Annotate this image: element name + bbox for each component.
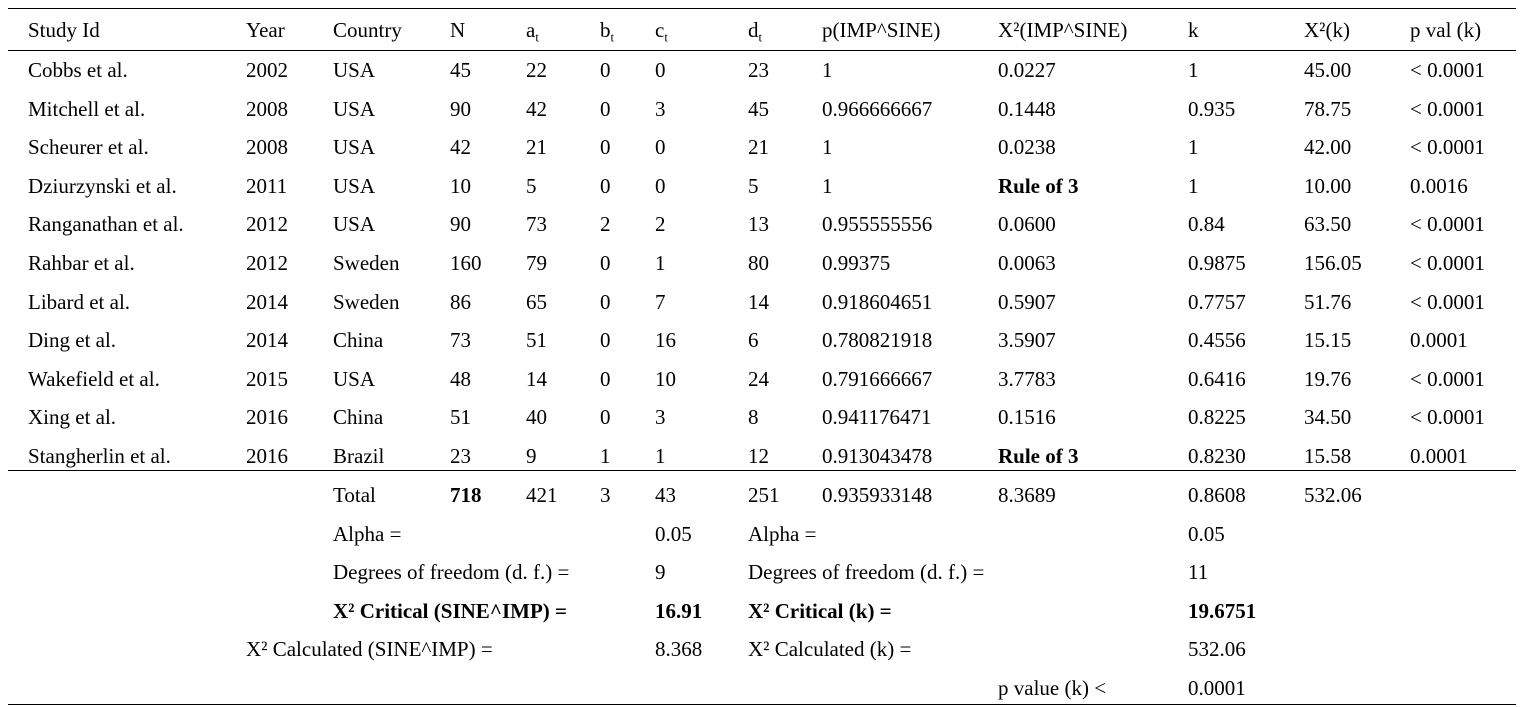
cell-year: 2015 — [246, 367, 288, 391]
header-a-subscript: t — [535, 30, 539, 45]
cell-pval-k: 0.0016 — [1410, 174, 1468, 198]
cell-x2-imp-sine: 0.1516 — [998, 405, 1056, 429]
cell-country: USA — [333, 58, 376, 82]
cell-pval-k: < 0.0001 — [1410, 251, 1485, 275]
cell-pval-k: < 0.0001 — [1410, 58, 1485, 82]
cell-k: 1 — [1188, 174, 1199, 198]
header-c-subscript: t — [664, 30, 668, 45]
cell-study-id: Cobbs et al. — [28, 58, 128, 82]
cell-study-id: Stangherlin et al. — [28, 444, 171, 468]
cell-x2-imp-sine: 0.0600 — [998, 212, 1056, 236]
cell-b: 1 — [600, 444, 611, 468]
total-x2-k: 532.06 — [1304, 483, 1362, 507]
cell-n: 10 — [450, 174, 471, 198]
cell-c: 0 — [655, 58, 666, 82]
cell-year: 2016 — [246, 405, 288, 429]
cell-b: 0 — [600, 135, 611, 159]
cell-a: 21 — [526, 135, 547, 159]
cell-n: 160 — [450, 251, 482, 275]
cell-b: 0 — [600, 58, 611, 82]
cell-pval-k: < 0.0001 — [1410, 97, 1485, 121]
cell-b: 0 — [600, 251, 611, 275]
cell-c: 7 — [655, 290, 666, 314]
cell-pval-k: < 0.0001 — [1410, 290, 1485, 314]
cell-year: 2014 — [246, 328, 288, 352]
total-a: 421 — [526, 483, 558, 507]
cell-pval-k: < 0.0001 — [1410, 405, 1485, 429]
cell-a: 40 — [526, 405, 547, 429]
calculated-value-left: 8.368 — [655, 637, 703, 661]
cell-country: Sweden — [333, 290, 400, 314]
cell-x2-k: 10.00 — [1304, 174, 1352, 198]
header-rule — [8, 50, 1516, 51]
cell-x2-imp-sine: 0.0063 — [998, 251, 1056, 275]
cell-d: 45 — [748, 97, 769, 121]
cell-year: 2016 — [246, 444, 288, 468]
cell-study-id: Dziurzynski et al. — [28, 174, 177, 198]
cell-x2-imp-sine: Rule of 3 — [998, 444, 1079, 468]
cell-x2-imp-sine: 0.0227 — [998, 58, 1056, 82]
header-year: Year — [246, 18, 285, 42]
cell-k: 0.935 — [1188, 97, 1236, 121]
cell-n: 90 — [450, 97, 471, 121]
cell-x2-imp-sine: 3.7783 — [998, 367, 1056, 391]
cell-x2-k: 15.58 — [1304, 444, 1352, 468]
critical-label-left: X² Critical (SINE^IMP) = — [333, 599, 568, 623]
cell-study-id: Wakefield et al. — [28, 367, 160, 391]
cell-x2-k: 51.76 — [1304, 290, 1352, 314]
header-b-label: b — [600, 18, 611, 42]
cell-k: 0.8225 — [1188, 405, 1246, 429]
cell-country: China — [333, 328, 384, 352]
cell-b: 0 — [600, 367, 611, 391]
cell-c: 1 — [655, 251, 666, 275]
cell-study-id: Rahbar et al. — [28, 251, 135, 275]
cell-n: 48 — [450, 367, 471, 391]
cell-c: 3 — [655, 97, 666, 121]
cell-n: 42 — [450, 135, 471, 159]
cell-c: 10 — [655, 367, 676, 391]
header-b — [600, 18, 614, 45]
cell-country: USA — [333, 212, 376, 236]
total-x2-imp-sine: 8.3689 — [998, 483, 1056, 507]
cell-d: 80 — [748, 251, 769, 275]
critical-label-right: X² Critical (k) = — [748, 599, 892, 623]
cell-year: 2002 — [246, 58, 288, 82]
total-d: 251 — [748, 483, 780, 507]
cell-n: 23 — [450, 444, 471, 468]
df-value-left: 9 — [655, 560, 666, 584]
cell-year: 2008 — [246, 135, 288, 159]
cell-study-id: Mitchell et al. — [28, 97, 146, 121]
cell-year: 2012 — [246, 212, 288, 236]
cell-p-imp-sine: 0.780821918 — [822, 328, 933, 352]
cell-k: 0.7757 — [1188, 290, 1246, 314]
header-c-label: c — [655, 18, 665, 42]
calculated-label-left: X² Calculated (SINE^IMP) = — [246, 637, 493, 661]
cell-p-imp-sine: 0.791666667 — [822, 367, 933, 391]
cell-x2-imp-sine: 0.1448 — [998, 97, 1056, 121]
cell-x2-k: 78.75 — [1304, 97, 1352, 121]
cell-n: 51 — [450, 405, 471, 429]
cell-country: USA — [333, 135, 376, 159]
cell-p-imp-sine: 0.918604651 — [822, 290, 933, 314]
cell-a: 9 — [526, 444, 537, 468]
cell-p-imp-sine: 0.966666667 — [822, 97, 933, 121]
critical-value-left: 16.91 — [655, 599, 703, 623]
cell-x2-k: 45.00 — [1304, 58, 1352, 82]
cell-k: 0.6416 — [1188, 367, 1246, 391]
cell-x2-imp-sine: 0.0238 — [998, 135, 1056, 159]
cell-a: 22 — [526, 58, 547, 82]
cell-x2-k: 34.50 — [1304, 405, 1352, 429]
header-a-label: a — [526, 18, 536, 42]
header-d-subscript: t — [758, 30, 762, 45]
alpha-label-left: Alpha = — [333, 522, 402, 546]
p-value-value: 0.0001 — [1188, 676, 1246, 700]
cell-a: 5 — [526, 174, 537, 198]
header-d-label: d — [748, 18, 759, 42]
total-b: 3 — [600, 483, 611, 507]
cell-p-imp-sine: 0.941176471 — [822, 405, 932, 429]
cell-country: Sweden — [333, 251, 400, 275]
cell-d: 12 — [748, 444, 769, 468]
cell-a: 65 — [526, 290, 547, 314]
header-k: k — [1188, 18, 1199, 42]
table-bottom-rule — [8, 704, 1516, 705]
cell-x2-k: 156.05 — [1304, 251, 1362, 275]
cell-n: 86 — [450, 290, 471, 314]
cell-x2-imp-sine: Rule of 3 — [998, 174, 1079, 198]
df-label-left: Degrees of freedom (d. f.) = — [333, 560, 570, 584]
header-study-id: Study Id — [28, 18, 100, 42]
cell-b: 0 — [600, 290, 611, 314]
cell-x2-k: 63.50 — [1304, 212, 1352, 236]
p-value-label: p value (k) < — [998, 676, 1107, 700]
header-c — [655, 18, 668, 45]
header-b-subscript: t — [610, 30, 614, 45]
header-x2-imp-sine: X²(IMP^SINE) — [998, 18, 1128, 42]
cell-country: USA — [333, 367, 376, 391]
total-n: 718 — [450, 483, 482, 507]
cell-a: 51 — [526, 328, 547, 352]
cell-pval-k: < 0.0001 — [1410, 212, 1485, 236]
calculated-label-right: X² Calculated (k) = — [748, 637, 912, 661]
header-country: Country — [333, 18, 402, 42]
cell-p-imp-sine: 1 — [822, 58, 833, 82]
cell-c: 16 — [655, 328, 676, 352]
total-c: 43 — [655, 483, 676, 507]
cell-pval-k: < 0.0001 — [1410, 135, 1485, 159]
total-rule — [8, 470, 1516, 471]
header-a — [526, 18, 539, 45]
calculated-value-right: 532.06 — [1188, 637, 1246, 661]
header-pval-k: p val (k) — [1410, 18, 1482, 42]
cell-c: 1 — [655, 444, 666, 468]
cell-year: 2008 — [246, 97, 288, 121]
header-d — [748, 18, 762, 45]
cell-a: 79 — [526, 251, 547, 275]
cell-country: USA — [333, 174, 376, 198]
cell-b: 0 — [600, 174, 611, 198]
cell-d: 5 — [748, 174, 759, 198]
cell-study-id: Ding et al. — [28, 328, 117, 352]
cell-b: 2 — [600, 212, 611, 236]
cell-k: 0.8230 — [1188, 444, 1246, 468]
header-p-imp-sine: p(IMP^SINE) — [822, 18, 941, 42]
cell-d: 23 — [748, 58, 769, 82]
cell-k: 0.4556 — [1188, 328, 1246, 352]
cell-x2-k: 42.00 — [1304, 135, 1352, 159]
cell-country: Brazil — [333, 444, 385, 468]
cell-d: 24 — [748, 367, 769, 391]
cell-country: China — [333, 405, 384, 429]
cell-p-imp-sine: 0.99375 — [822, 251, 891, 275]
cell-b: 0 — [600, 328, 611, 352]
cell-b: 0 — [600, 97, 611, 121]
cell-k: 1 — [1188, 135, 1199, 159]
cell-p-imp-sine: 0.913043478 — [822, 444, 933, 468]
cell-k: 0.84 — [1188, 212, 1225, 236]
cell-d: 13 — [748, 212, 769, 236]
total-k: 0.8608 — [1188, 483, 1246, 507]
table-top-rule — [8, 8, 1516, 9]
cell-x2-k: 19.76 — [1304, 367, 1352, 391]
alpha-value-right: 0.05 — [1188, 522, 1225, 546]
cell-n: 45 — [450, 58, 471, 82]
cell-c: 0 — [655, 135, 666, 159]
alpha-label-right: Alpha = — [748, 522, 817, 546]
cell-x2-imp-sine: 0.5907 — [998, 290, 1056, 314]
cell-k: 0.9875 — [1188, 251, 1246, 275]
header-x2-k: X²(k) — [1304, 18, 1350, 42]
cell-k: 1 — [1188, 58, 1199, 82]
cell-year: 2011 — [246, 174, 288, 198]
cell-a: 14 — [526, 367, 547, 391]
cell-year: 2014 — [246, 290, 288, 314]
cell-year: 2012 — [246, 251, 288, 275]
cell-p-imp-sine: 1 — [822, 174, 833, 198]
total-label: Total — [333, 483, 376, 507]
critical-value-right: 19.6751 — [1188, 599, 1257, 623]
cell-c: 3 — [655, 405, 666, 429]
cell-c: 2 — [655, 212, 666, 236]
cell-study-id: Libard et al. — [28, 290, 131, 314]
cell-study-id: Scheurer et al. — [28, 135, 149, 159]
cell-x2-k: 15.15 — [1304, 328, 1352, 352]
cell-a: 42 — [526, 97, 547, 121]
header-n: N — [450, 18, 466, 42]
cell-p-imp-sine: 0.955555556 — [822, 212, 933, 236]
cell-p-imp-sine: 1 — [822, 135, 833, 159]
cell-n: 73 — [450, 328, 471, 352]
cell-pval-k: 0.0001 — [1410, 444, 1468, 468]
cell-d: 14 — [748, 290, 769, 314]
df-label-right: Degrees of freedom (d. f.) = — [748, 560, 985, 584]
cell-study-id: Xing et al. — [28, 405, 117, 429]
cell-pval-k: 0.0001 — [1410, 328, 1468, 352]
cell-study-id: Ranganathan et al. — [28, 212, 184, 236]
cell-a: 73 — [526, 212, 547, 236]
cell-d: 6 — [748, 328, 759, 352]
cell-d: 8 — [748, 405, 759, 429]
total-p-imp-sine: 0.935933148 — [822, 483, 933, 507]
cell-n: 90 — [450, 212, 471, 236]
cell-x2-imp-sine: 3.5907 — [998, 328, 1056, 352]
alpha-value-left: 0.05 — [655, 522, 692, 546]
cell-c: 0 — [655, 174, 666, 198]
cell-b: 0 — [600, 405, 611, 429]
df-value-right: 11 — [1188, 560, 1209, 584]
cell-pval-k: < 0.0001 — [1410, 367, 1485, 391]
cell-d: 21 — [748, 135, 769, 159]
cell-country: USA — [333, 97, 376, 121]
